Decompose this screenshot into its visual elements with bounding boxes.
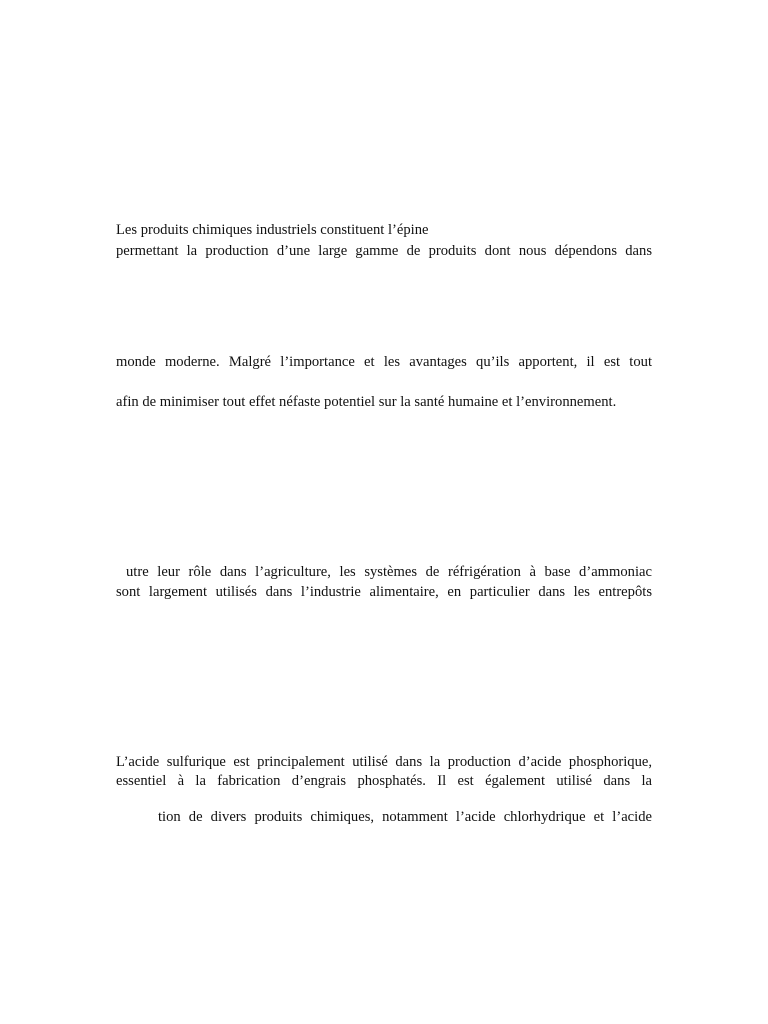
text-line-5: utre leur rôle dans l’agriculture, les systèmes de réfrigération à base d’ammoniac: [126, 564, 652, 580]
text-line-8: essentiel à la fabrication d’engrais phosphatés. Il est également utilisé dans la: [116, 773, 652, 789]
text-line-2: permettant la production d’une large gamme de produits dont nous dépendons dans: [116, 243, 652, 259]
text-line-9: tion de divers produits chimiques, notamment l’acide chlorhydrique et l’acide: [158, 809, 652, 825]
text-line-4: afin de minimiser tout effet néfaste potentiel sur la santé humaine et l’environnement.: [116, 394, 617, 410]
text-line-6: sont largement utilisés dans l’industrie alimentaire, en particulier dans les entrepôts: [116, 584, 652, 600]
text-line-3: monde moderne. Malgré l’importance et les avantages qu’ils apportent, il est tout: [116, 354, 652, 370]
text-line-1: Les produits chimiques industriels constituent l’épine: [116, 222, 429, 238]
text-line-7: L’acide sulfurique est principalement utilisé dans la production d’acide phosphorique,: [116, 754, 652, 770]
